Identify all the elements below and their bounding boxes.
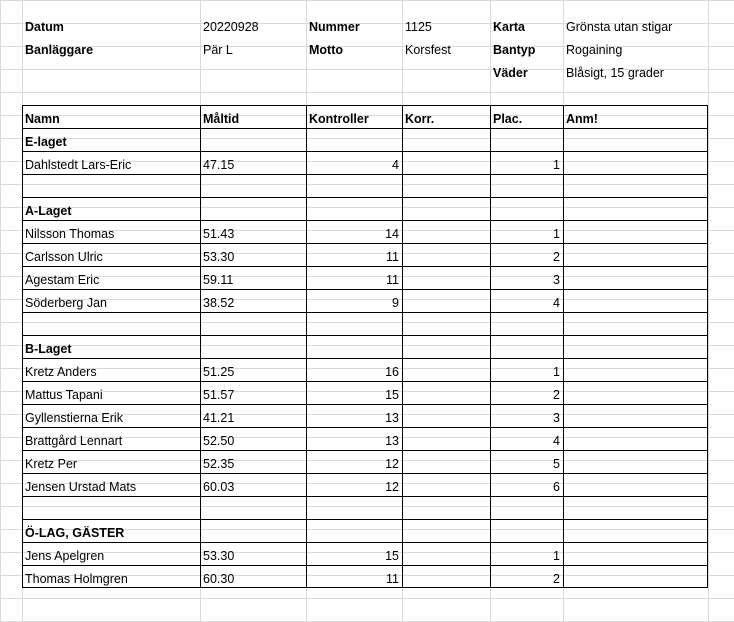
row-name[interactable]: Söderberg Jan bbox=[25, 296, 108, 310]
grid-line bbox=[708, 0, 709, 622]
table-column-divider bbox=[200, 105, 201, 588]
row-time[interactable]: 51.57 bbox=[203, 388, 235, 402]
row-controls[interactable]: 15 bbox=[385, 549, 399, 563]
row-controls[interactable]: 9 bbox=[392, 296, 399, 310]
row-place[interactable]: 2 bbox=[553, 572, 560, 586]
banlaggare-value[interactable]: Pär L bbox=[203, 43, 233, 57]
motto-label[interactable]: Motto bbox=[309, 43, 344, 57]
row-controls[interactable]: 12 bbox=[385, 480, 399, 494]
row-time[interactable]: 53.30 bbox=[203, 549, 235, 563]
row-name[interactable]: Kretz Anders bbox=[25, 365, 97, 379]
karta-label[interactable]: Karta bbox=[493, 20, 525, 34]
row-controls[interactable]: 11 bbox=[386, 273, 399, 287]
table-column-divider bbox=[490, 105, 491, 588]
table-column-divider bbox=[306, 105, 307, 588]
column-header-namn[interactable]: Namn bbox=[25, 112, 60, 126]
row-time[interactable]: 51.43 bbox=[203, 227, 235, 241]
column-header-maltid[interactable]: Måltid bbox=[203, 112, 240, 126]
row-controls[interactable]: 12 bbox=[385, 457, 399, 471]
row-time[interactable]: 60.03 bbox=[203, 480, 235, 494]
row-name[interactable]: Kretz Per bbox=[25, 457, 78, 471]
table-row-divider bbox=[22, 519, 708, 520]
motto-value[interactable]: Korsfest bbox=[405, 43, 451, 57]
row-name[interactable]: Thomas Holmgren bbox=[25, 572, 128, 586]
row-controls[interactable]: 16 bbox=[385, 365, 399, 379]
row-time[interactable]: 53.30 bbox=[203, 250, 235, 264]
table-column-divider bbox=[402, 105, 403, 588]
column-header-korr[interactable]: Korr. bbox=[405, 112, 435, 126]
row-place[interactable]: 3 bbox=[553, 273, 560, 287]
nummer-value[interactable]: 1125 bbox=[405, 20, 432, 34]
row-time[interactable]: 47.15 bbox=[203, 158, 235, 172]
row-place[interactable]: 1 bbox=[553, 365, 560, 379]
row-place[interactable]: 3 bbox=[553, 411, 560, 425]
vader-label[interactable]: Väder bbox=[493, 66, 528, 80]
table-row-divider bbox=[22, 335, 708, 336]
row-place[interactable]: 4 bbox=[553, 434, 560, 448]
banlaggare-label[interactable]: Banläggare bbox=[25, 43, 94, 57]
table-column-divider bbox=[563, 105, 564, 588]
row-name[interactable]: Mattus Tapani bbox=[25, 388, 103, 402]
datum-value[interactable]: 20220928 bbox=[203, 20, 259, 34]
column-header-kontroller[interactable]: Kontroller bbox=[309, 112, 369, 126]
row-controls[interactable]: 13 bbox=[385, 434, 399, 448]
row-name[interactable]: Gyllenstierna Erik bbox=[25, 411, 123, 425]
column-header-anm[interactable]: Anm! bbox=[566, 112, 598, 126]
row-name[interactable]: Dahlstedt Lars-Eric bbox=[25, 158, 132, 172]
table-row-divider bbox=[22, 197, 708, 198]
bantyp-value[interactable]: Rogaining bbox=[566, 43, 623, 57]
karta-value[interactable]: Grönsta utan stigar bbox=[566, 20, 673, 34]
row-name[interactable]: Nilsson Thomas bbox=[25, 227, 115, 241]
row-time[interactable]: 41.21 bbox=[203, 411, 235, 425]
datum-label[interactable]: Datum bbox=[25, 20, 64, 34]
row-time[interactable]: 52.35 bbox=[203, 457, 235, 471]
row-place[interactable]: 2 bbox=[553, 250, 560, 264]
row-controls[interactable]: 15 bbox=[385, 388, 399, 402]
row-name[interactable]: Brattgård Lennart bbox=[25, 434, 123, 448]
row-controls[interactable]: 14 bbox=[385, 227, 399, 241]
row-time[interactable]: 59.11 bbox=[203, 273, 234, 287]
group-title-a-laget[interactable]: A-Laget bbox=[25, 204, 72, 218]
row-time[interactable]: 52.50 bbox=[203, 434, 235, 448]
row-time[interactable]: 51.25 bbox=[203, 365, 235, 379]
row-place[interactable]: 1 bbox=[553, 549, 560, 563]
row-controls[interactable]: 11 bbox=[386, 572, 399, 586]
row-place[interactable]: 1 bbox=[553, 227, 560, 241]
group-title-b-laget[interactable]: B-Laget bbox=[25, 342, 72, 356]
group-title-o-lag-gaster[interactable]: Ö-LAG, GÄSTER bbox=[25, 526, 125, 540]
nummer-label[interactable]: Nummer bbox=[309, 20, 360, 34]
row-controls[interactable]: 13 bbox=[385, 411, 399, 425]
row-time[interactable]: 60.30 bbox=[203, 572, 235, 586]
row-name[interactable]: Agestam Eric bbox=[25, 273, 100, 287]
row-controls[interactable]: 11 bbox=[386, 250, 399, 264]
row-name[interactable]: Carlsson Ulric bbox=[25, 250, 103, 264]
row-name[interactable]: Jensen Urstad Mats bbox=[25, 480, 137, 494]
row-place[interactable]: 1 bbox=[553, 158, 560, 172]
vader-value[interactable]: Blåsigt, 15 grader bbox=[566, 66, 664, 80]
row-place[interactable]: 4 bbox=[553, 296, 560, 310]
row-controls[interactable]: 4 bbox=[392, 158, 399, 172]
row-place[interactable]: 2 bbox=[553, 388, 560, 402]
row-time[interactable]: 38.52 bbox=[203, 296, 235, 310]
bantyp-label[interactable]: Bantyp bbox=[493, 43, 536, 57]
row-place[interactable]: 6 bbox=[553, 480, 560, 494]
column-header-plac[interactable]: Plac. bbox=[493, 112, 523, 126]
row-place[interactable]: 5 bbox=[553, 457, 560, 471]
row-name[interactable]: Jens Apelgren bbox=[25, 549, 105, 563]
group-title-e-laget[interactable]: E-laget bbox=[25, 135, 67, 149]
